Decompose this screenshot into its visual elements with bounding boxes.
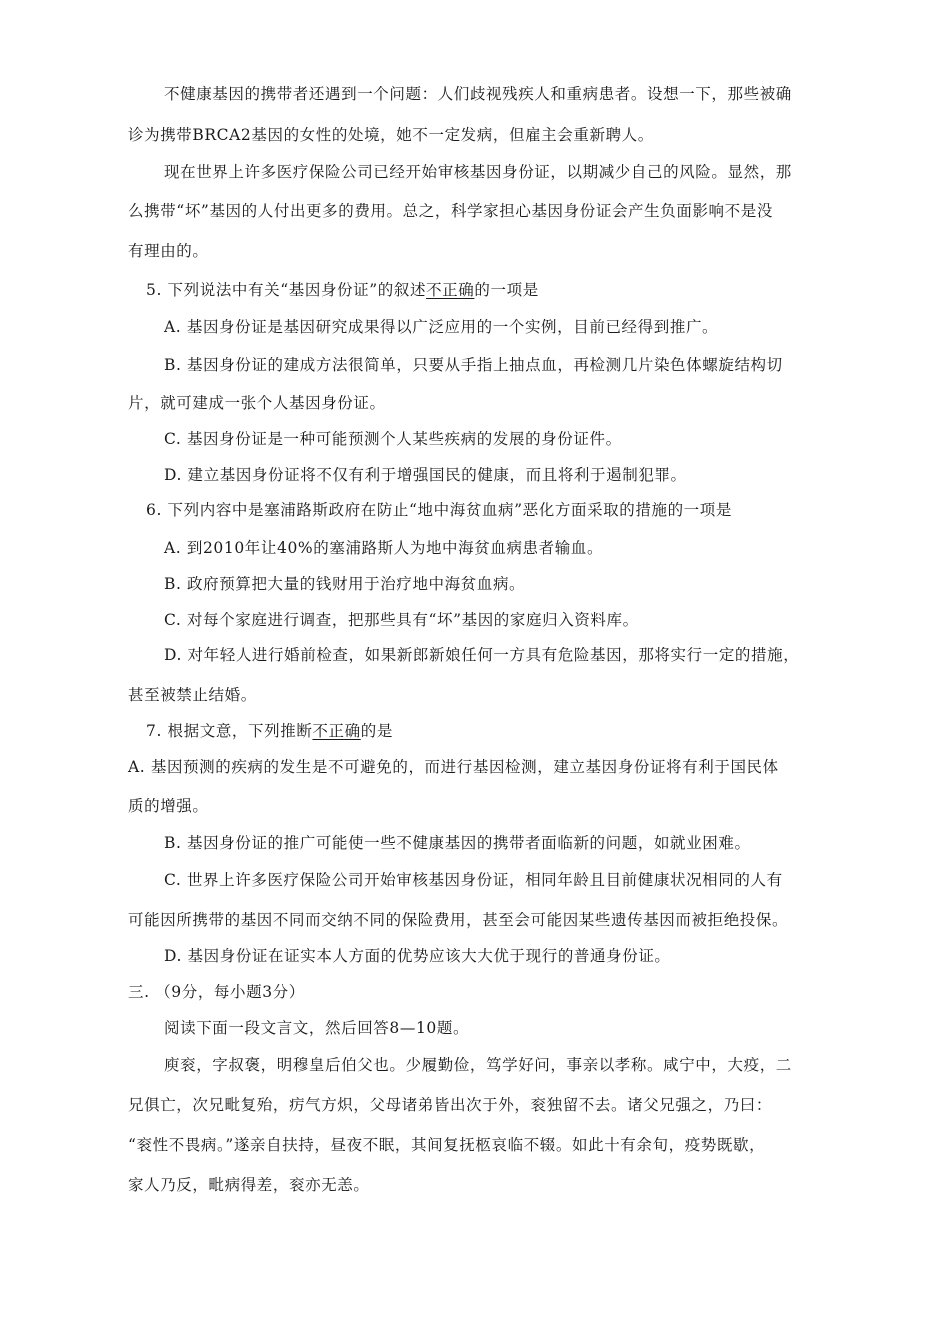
question-6-option-d-line-1: D. 对年轻人进行婚前检查，如果新郎新娘任何一方具有危险基因，那将实行一定的措施， <box>164 646 800 664</box>
passage-paragraph-1-line-1: 不健康基因的携带者还遇到一个问题：人们歧视残疾人和重病患者。设想一下，那些被确 <box>164 85 792 103</box>
question-5-stem-end: 的一项是 <box>474 281 539 299</box>
question-5-option-c: C. 基因身份证是一种可能预测个人某些疾病的发展的身份证件。 <box>164 430 622 448</box>
classical-text-line-2: 兄俱亡，次兄毗复殆，疠气方炽，父母诸弟皆出次于外，衮独留不去。诸父兄强之，乃曰： <box>128 1096 773 1114</box>
section-3-header: 三. （9分，每小题3分） <box>128 983 305 1001</box>
question-7-stem <box>146 721 393 741</box>
passage-paragraph-2-line-2: 么携带“坏”基因的人付出更多的费用。总之，科学家担心基因身份证会产生负面影响不是没 <box>128 202 773 220</box>
classical-text-line-4: 家人乃反，毗病得差，衮亦无恙。 <box>128 1176 370 1194</box>
question-5-option-d: D. 建立基因身份证将不仅有利于增强国民的健康，而且将利于遏制犯罪。 <box>164 466 687 484</box>
question-7-option-c-line-1: C. 世界上许多医疗保险公司开始审核基因身份证，相同年龄且目前健康状况相同的人有 <box>164 871 783 889</box>
question-5-option-b-line-1: B. 基因身份证的建成方法很简单，只要从手指上抽点血，再检测几片染色体螺旋结构切 <box>164 356 783 374</box>
question-7-option-a-line-2: 质的增强。 <box>128 797 209 815</box>
question-7-stem-emphasis: 不正确 <box>312 722 361 740</box>
question-7-stem-end: 的是 <box>360 722 393 740</box>
question-6-option-d-line-2: 甚至被禁止结婚。 <box>128 686 257 704</box>
passage-paragraph-1-line-2: 诊为携带BRCA2基因的女性的处境，她不一定发病，但雇主会重新聘人。 <box>128 126 654 144</box>
question-7-stem-start: 7. 根据文意，下列推断 <box>146 722 313 740</box>
question-6-option-a: A. 到2010年让40%的塞浦路斯人为地中海贫血病患者输血。 <box>164 539 604 557</box>
question-5-option-a: A. 基因身份证是基因研究成果得以广泛应用的一个实例，目前已经得到推广。 <box>164 318 719 336</box>
passage-paragraph-2-line-3: 有理由的。 <box>128 242 209 260</box>
question-7-option-d: D. 基因身份证在证实本人方面的优势应该大大优于现行的普通身份证。 <box>164 947 671 965</box>
question-7-option-b: B. 基因身份证的推广可能使一些不健康基因的携带者面临新的问题，如就业困难。 <box>164 834 751 852</box>
question-5-option-b-line-2: 片，就可建成一张个人基因身份证。 <box>128 394 386 412</box>
question-5-stem-start: 5. 下列说法中有关“基因身份证”的叙述 <box>146 281 427 299</box>
question-6-option-c: C. 对每个家庭进行调查，把那些具有“坏”基因的家庭归入资料库。 <box>164 611 639 629</box>
passage-paragraph-2-line-1: 现在世界上许多医疗保险公司已经开始审核基因身份证，以期减少自己的风险。显然，那 <box>164 163 792 181</box>
question-5-stem-emphasis: 不正确 <box>426 281 475 299</box>
classical-text-line-3: “衮性不畏病。”遂亲自扶持，昼夜不眠，其间复抚柩哀临不辍。如此十有余旬，疫势既歇， <box>128 1136 766 1154</box>
classical-text-line-1: 庾衮，字叔褒，明穆皇后伯父也。少履勤俭，笃学好问，事亲以孝称。咸宁中，大疫，二 <box>164 1056 792 1074</box>
question-6-stem: 6. 下列内容中是塞浦路斯政府在防止“地中海贫血病”恶化方面采取的措施的一项是 <box>146 501 732 519</box>
question-7-option-a-line-1: A. 基因预测的疾病的发生是不可避免的，而进行基因检测，建立基因身份证将有利于国民体 <box>128 758 779 776</box>
section-3-instruction: 阅读下面一段文言文，然后回答8—10题。 <box>164 1019 470 1037</box>
question-7-option-c-line-2: 可能因所携带的基因不同而交纳不同的保险费用，甚至会可能因某些遗传基因而被拒绝投保。 <box>128 911 789 929</box>
question-6-option-b: B. 政府预算把大量的钱财用于治疗地中海贫血病。 <box>164 575 526 593</box>
question-5-stem <box>146 280 539 300</box>
